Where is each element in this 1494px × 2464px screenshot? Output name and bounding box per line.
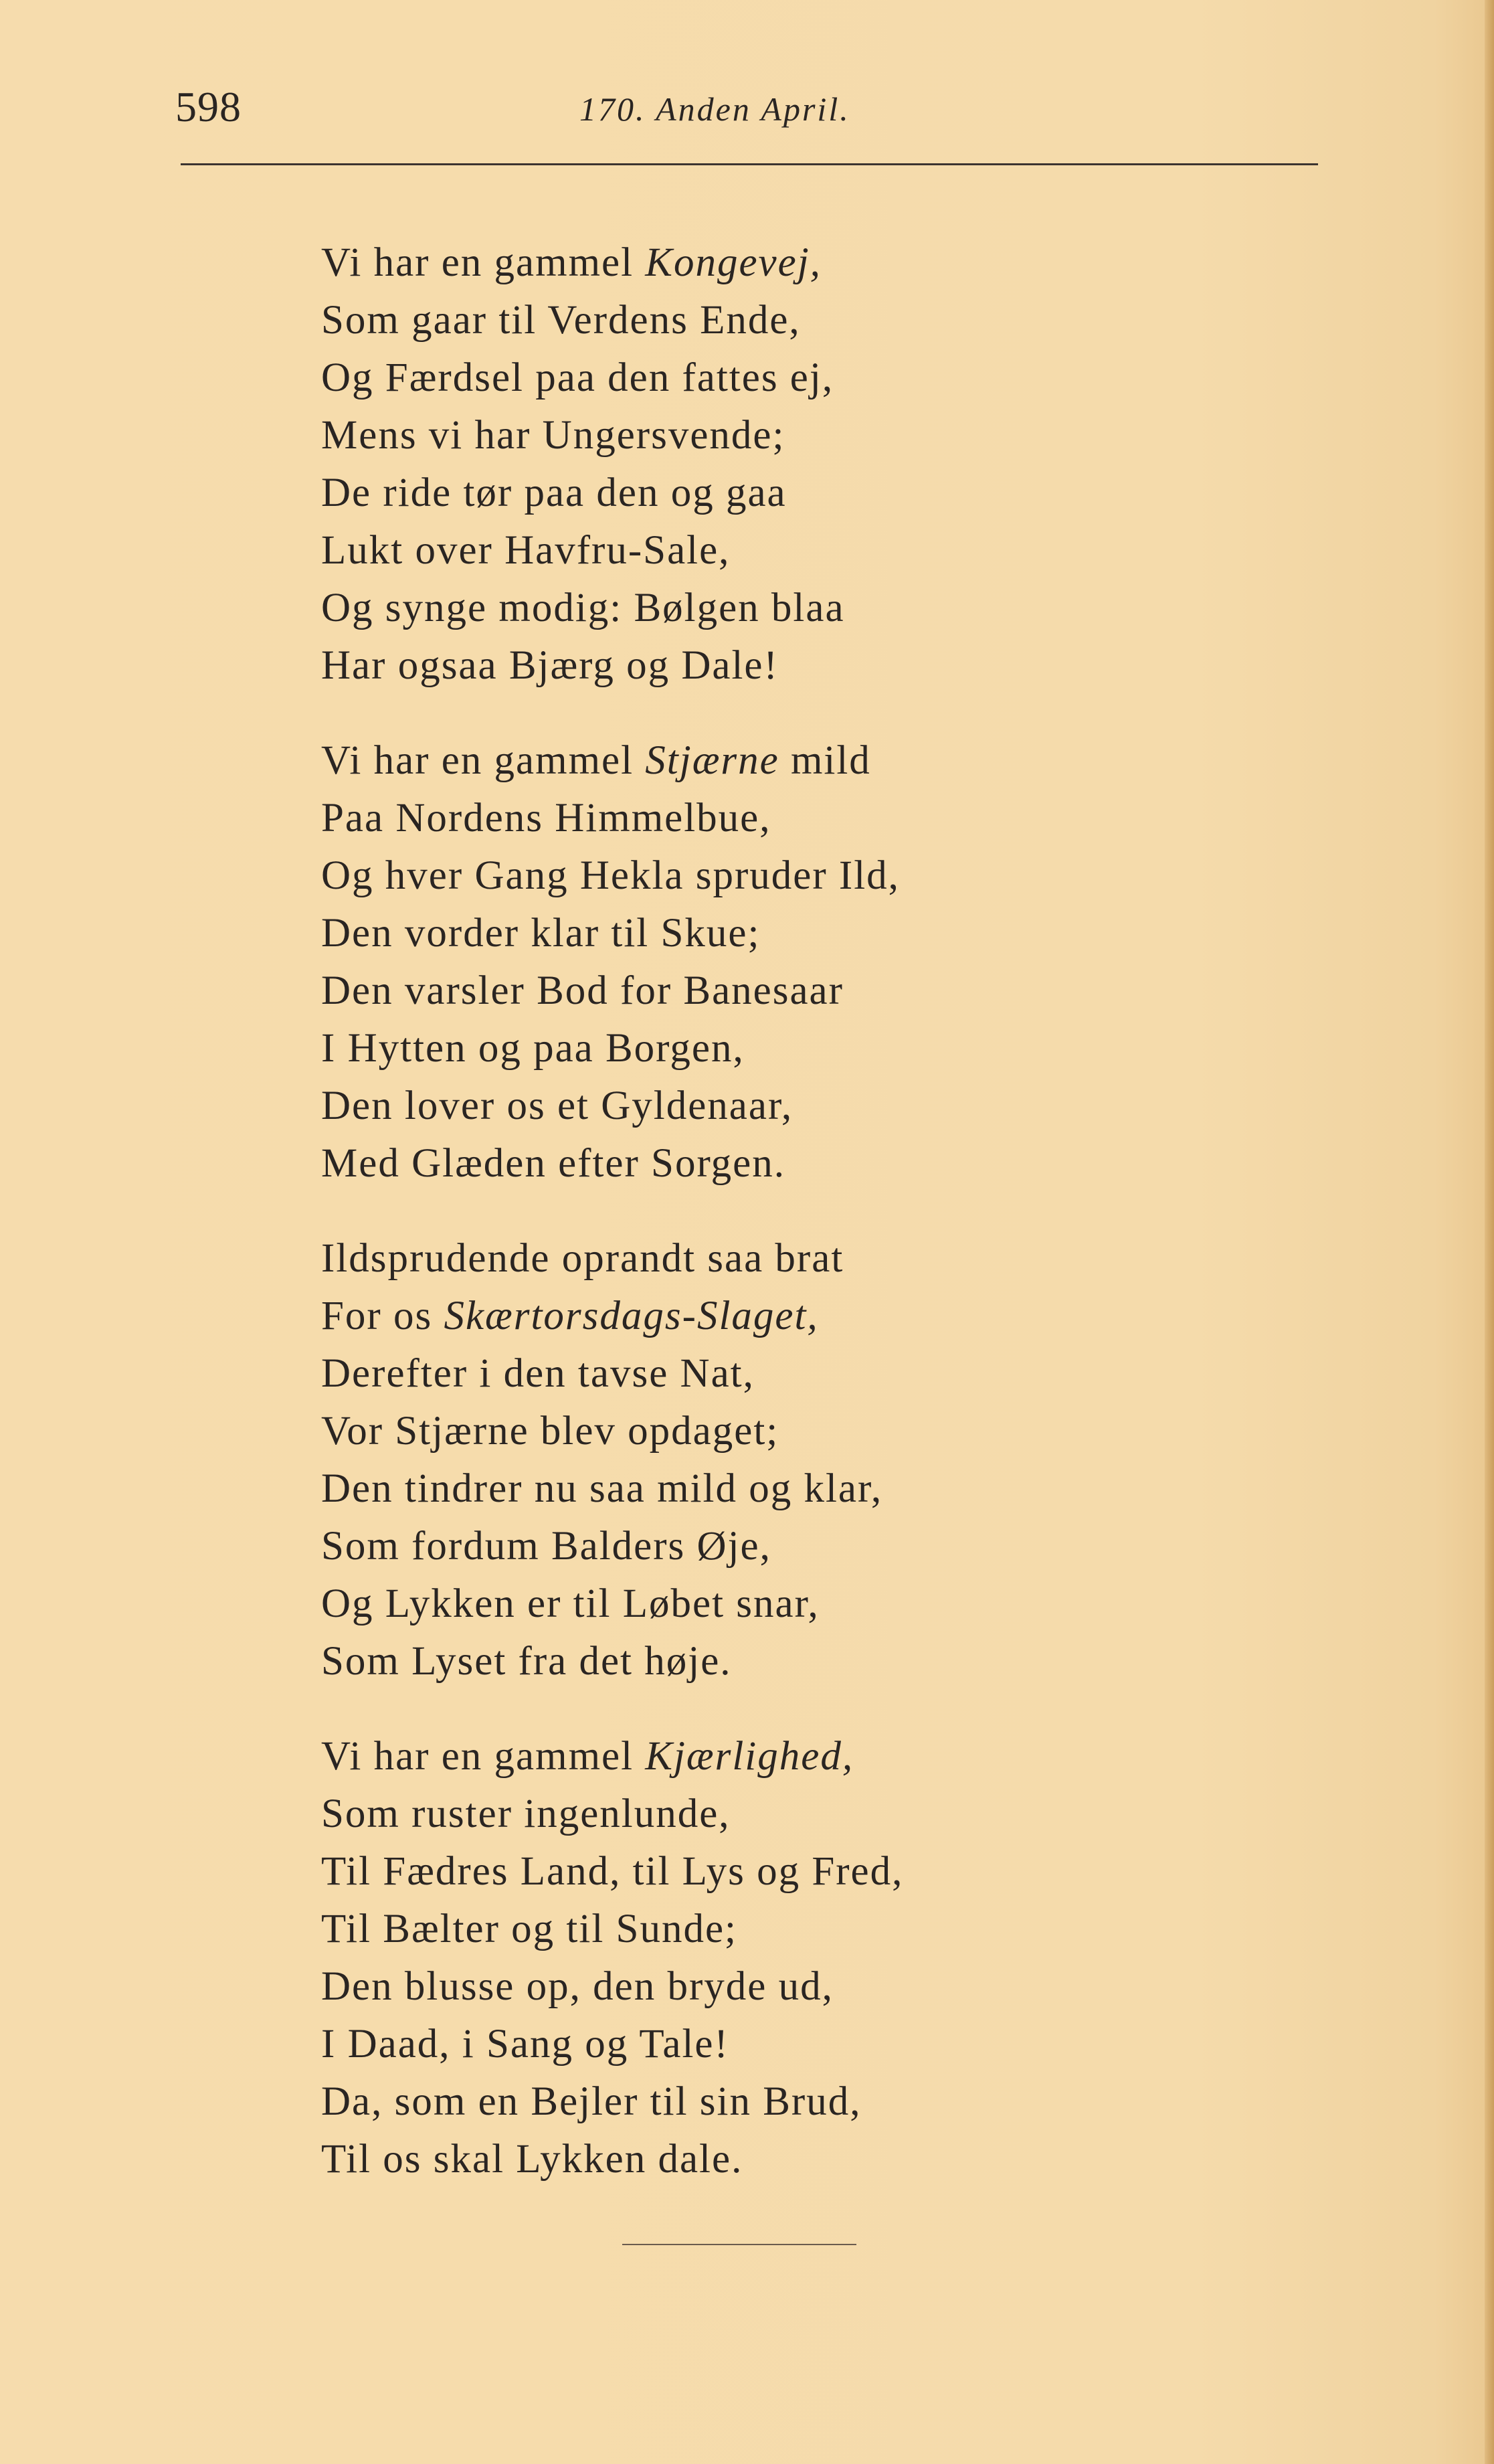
poem-line: Med Glæden efter Sorgen. (321, 1141, 786, 1186)
page-number: 598 (175, 83, 242, 130)
poem-line: Som ruster ingenlunde, (321, 1791, 731, 1836)
poem-line: Og Lykken er til Løbet snar, (321, 1581, 820, 1626)
poem-line: Derefter i den tavse Nat, (321, 1351, 755, 1396)
poem-line: Den lover os et Gyldenaar, (321, 1083, 793, 1128)
stanza-4 (321, 1728, 1459, 2188)
poem-line: De ride tør paa den og gaa (321, 470, 787, 515)
poem-line: Og synge modig: Bølgen blaa (321, 586, 845, 630)
page-edge (1485, 0, 1494, 2464)
poem-line: Lukt over Havfru-Sale, (321, 528, 731, 573)
running-head: 170. Anden April. (579, 90, 850, 128)
poem-line: Og Færdsel paa den fattes ej, (321, 355, 834, 400)
poem-line: Vi har en gammel Stjærne mild (321, 738, 871, 783)
poem-line: Vi har en gammel Kjærlighed, (321, 1734, 854, 1779)
poem-line: Vi har en gammel Kongevej, (321, 240, 822, 285)
end-rule (622, 2244, 856, 2245)
poem-line: Vor Stjærne blev opdaget; (321, 1409, 779, 1454)
stanza-2 (321, 732, 1459, 1193)
poem-line: Til os skal Lykken dale. (321, 2137, 743, 2182)
poem (321, 234, 1459, 2226)
poem-line: Til Fædres Land, til Lys og Fred, (321, 1849, 904, 1894)
poem-line: Ildsprudende oprandt saa brat (321, 1236, 844, 1281)
poem-line: Mens vi har Ungersvende; (321, 413, 785, 458)
stanza-1 (321, 234, 1459, 695)
poem-line: Da, som en Bejler til sin Brud, (321, 2079, 862, 2124)
poem-line: Som fordum Balders Øje, (321, 1524, 771, 1569)
poem-line: Har ogsaa Bjærg og Dale! (321, 643, 779, 688)
poem-line: I Daad, i Sang og Tale! (321, 2022, 729, 2066)
poem-line: Den varsler Bod for Banesaar (321, 968, 844, 1013)
poem-line: Paa Nordens Himmelbue, (321, 796, 771, 841)
poem-line: Som gaar til Verdens Ende, (321, 298, 801, 343)
poem-line: Som Lyset fra det høje. (321, 1639, 732, 1684)
poem-line: Til Bælter og til Sunde; (321, 1907, 737, 1951)
poem-line: Den vorder klar til Skue; (321, 911, 761, 956)
header-rule (181, 163, 1318, 165)
poem-line: Den blusse op, den bryde ud, (321, 1964, 834, 2009)
poem-line: Og hver Gang Hekla spruder Ild, (321, 853, 900, 898)
poem-line: Den tindrer nu saa mild og klar, (321, 1466, 883, 1511)
poem-line: I Hytten og paa Borgen, (321, 1026, 745, 1071)
stanza-3 (321, 1230, 1459, 1690)
poem-line: For os Skærtorsdags-Slaget, (321, 1294, 819, 1338)
